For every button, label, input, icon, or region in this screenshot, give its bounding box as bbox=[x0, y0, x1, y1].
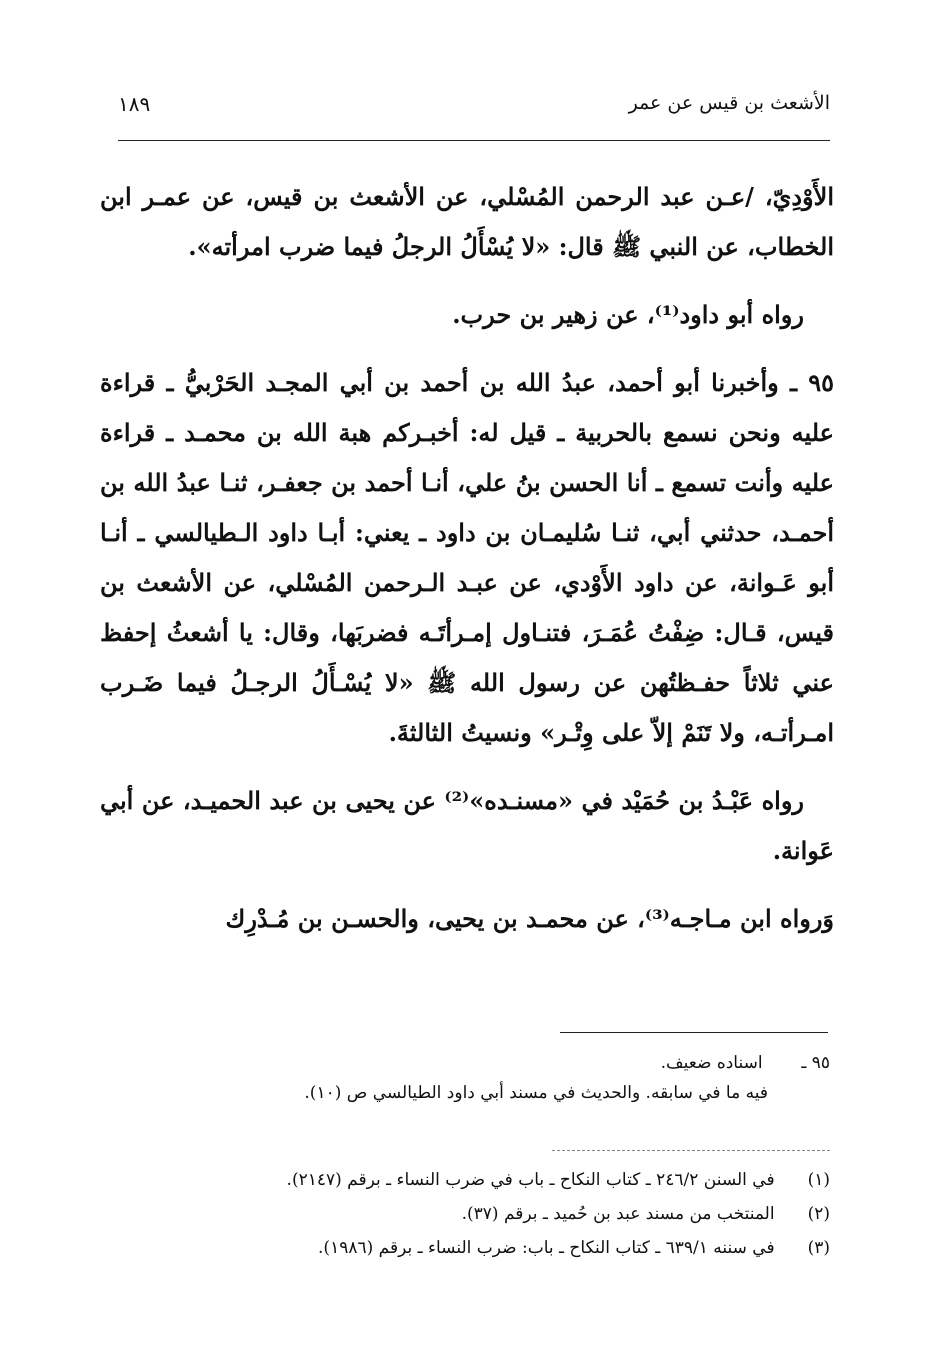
footnote-divider bbox=[560, 1032, 828, 1033]
running-title: الأشعث بن قيس عن عمر bbox=[628, 92, 830, 114]
page-number: ١٨٩ bbox=[118, 92, 151, 116]
footnote-dashed-divider bbox=[552, 1150, 830, 1151]
footnote-mark: (٢) bbox=[807, 1204, 830, 1224]
editor-note bbox=[150, 1048, 830, 1108]
paragraph-abd-bin-humaid-note: رواه عَبْـدُ بن حُمَيْد في «مسنـده»⁽²⁾ عن يحيى بن عبد الحميـد، عن أبي عَوانة. bbox=[100, 786, 834, 865]
paragraph-hadith-chain: الأَوْدِيّ، /عـن عبد الرحمن المُسْلي، عن الأشعث بن قيس، عن عمـر ابن الخطاب، عن النبي ﷺ قال: «لا يُسْأَلُ الرجلُ فيما ضرب امرأته». bbox=[100, 182, 834, 261]
paragraph-abu-dawud-note: رواه أبو داود⁽¹⁾، عن زهير بن حرب. bbox=[452, 300, 804, 329]
header-divider bbox=[118, 140, 830, 141]
editor-note-number: ٩٥ ـ bbox=[801, 1053, 830, 1073]
footnotes bbox=[150, 1163, 830, 1265]
footnote-2 bbox=[150, 1197, 830, 1231]
footnote-text: المنتخب من مسند عبد بن حُميد ـ برقم (٣٧). bbox=[461, 1204, 775, 1224]
running-header bbox=[118, 92, 830, 132]
footnote-text: في السنن ٢٤٦/٢ ـ كتاب النكاح ـ باب في ضرب النساء ـ برقم (٢١٤٧). bbox=[286, 1170, 775, 1190]
paragraph-ibn-majah-note: وَرواه ابن مـاجـه⁽³⁾، عن محمـد بن يحيى، والحسـن بن مُـدْرِك bbox=[225, 904, 834, 933]
main-text bbox=[100, 172, 834, 944]
paragraph-hadith-95: ٩٥ ـ وأخبرنا أبو أحمد، عبدُ الله بن أحمد بن أبي المجـد الحَرْبيُّ ـ قراءة عليه ونحن نسمع بالحربية ـ قيل له: أخبـركم هبة الله بن محمـد ـ قراءة عليه وأنت تسمع ـ أنا الحسن بنُ علي، أنـا أحمد بن جعفـر، ثنـا عبدُ الله بن أحمـد، حدثني أبي، ثنـا سُليمـان بن داود ـ يعني: أبـا داود الـطيالسي ـ أنـا أبو عَـوانة، عن داود الأَوْدي، عن عبـد الـرحمن المُسْلي، عن الأشعث بن قيس، قـال: ضِفْتُ عُمَـرَ، فتنـاول إمـرأتَـه فضربَها، وقال: يا أشعثُ إحفظ عني ثلاثاً حفـظتُهن عن رسول الله ﷺ «لا يُسْـأَلُ الرجـلُ فيما ضَـرب امـرأتـه، ولا تَنَمْ إلاّ على وِتْـر» ونسيتُ الثالثةَ. bbox=[100, 368, 834, 747]
editor-note-line-2: فيه ما في سابقه. والحديث في مسند أبي داود الطيالسي ص (١٠). bbox=[304, 1083, 768, 1103]
footnote-text: في سننه ٦٣٩/١ ـ كتاب النكاح ـ باب: ضرب النساء ـ برقم (١٩٨٦). bbox=[318, 1238, 775, 1258]
footnote-mark: (٣) bbox=[807, 1238, 830, 1258]
footnote-1 bbox=[150, 1163, 830, 1197]
footnote-mark: (١) bbox=[807, 1170, 830, 1190]
editor-note-line-1: اسناده ضعيف. bbox=[660, 1053, 763, 1073]
footnote-3 bbox=[150, 1231, 830, 1265]
